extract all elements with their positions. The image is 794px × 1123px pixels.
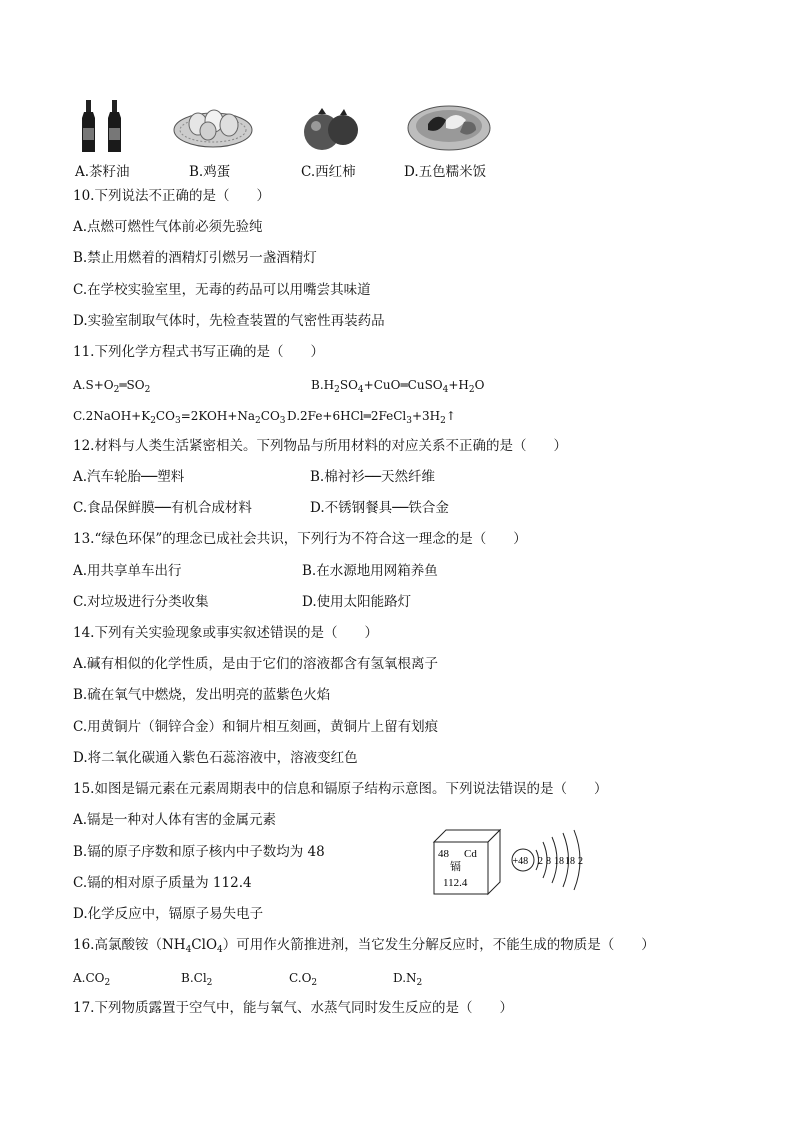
cell-atomic-number: 48 [438,848,449,860]
eggs-basket-image [172,104,254,154]
shell-4-electrons: 18 [565,856,575,867]
q15-option-a: A.镉是一种对人体有害的金属元素 [73,812,277,828]
shell-5-electrons: 2 [578,856,583,867]
q13-option-b: B.在水源地用网箱养鱼 [302,563,438,579]
five-color-rice-image [406,100,492,156]
q12-option-c: C.食品保鲜膜──有机合成材料 [73,500,252,516]
cell-atomic-mass: 112.4 [443,877,468,889]
q11-option-b: $B.H_2SO_4+CuO═CuSO_4+H_2O$ [311,378,485,395]
q12-option-b: B.棉衬衫──天然纤维 [310,469,435,485]
q14-option-b: B.硫在氧气中燃烧，发出明亮的蓝紫色火焰 [73,687,331,703]
q16-option-b: $B.Cl_2$ [181,971,213,988]
option-c-label: C.西红柿 [301,164,356,180]
periodic-table-cell [430,826,502,896]
q10-option-c: C.在学校实验室里，无毒的药品可以用嘴尝其味道 [73,282,371,298]
q12-option-a: A.汽车轮胎──塑料 [73,469,185,485]
q14-option-d: D.将二氧化碳通入紫色石蕊溶液中，溶液变红色 [73,750,358,766]
oil-bottles-image [80,98,126,158]
option-a-label: A.茶籽油 [75,164,130,180]
shell-2-electrons: 8 [546,856,551,867]
q10-stem: 10.下列说法不正确的是（ ） [73,188,270,204]
q10-option-d: D.实验室制取气体时，先检查装置的气密性再装药品 [73,313,385,329]
q16-option-a: $A.CO_2$ [73,971,111,988]
q11-option-a: $A.S+O_2═SO_2$ [73,378,151,395]
nucleus-charge: +48 [512,856,529,867]
q11-option-d: $D.2Fe+6HCl═2FeCl_3+3H_2↑$ [287,409,456,426]
shell-1-electrons: 2 [538,856,543,867]
q17-stem: 17.下列物质露置于空气中，能与氧气、水蒸气同时发生反应的是（ ） [73,1000,513,1016]
cell-element-name: 镉 [450,860,461,873]
q14-option-c: C.用黄铜片（铜锌合金）和铜片相互刻画，黄铜片上留有划痕 [73,719,439,735]
cell-symbol: Cd [464,848,477,860]
q16-option-d: $D.N_2$ [393,971,423,988]
q15-stem: 15.如图是镉元素在元素周期表中的信息和镉原子结构示意图。下列说法错误的是（ ） [73,781,608,797]
q15-option-b: B.镉的原子序数和原子核内中子数均为 48 [73,844,325,860]
q13-option-a: A.用共享单车出行 [73,563,182,579]
q15-option-c: C.镉的相对原子质量为 112.4 [73,875,252,891]
q16-stem: 16.高氯酸铵$(NH_4ClO_4)$可用作火箭推进剂，当它发生分解反应时，不能生成的物质是（ ） [73,937,655,955]
q11-option-c: $C.2NaOH+K_2CO_3=2KOH+Na_2CO_3$ [73,409,286,426]
q11-stem: 11.下列化学方程式书写正确的是（ ） [73,344,324,360]
q14-option-a: A.碱有相似的化学性质，是由于它们的溶液都含有氢氧根离子 [73,656,439,672]
option-b-label: B.鸡蛋 [189,164,231,180]
q12-option-d: D.不锈钢餐具──铁合金 [310,500,449,516]
option-d-label: D.五色糯米饭 [404,164,487,180]
q13-stem: 13.“绿色环保”的理念已成社会共识，下列行为不符合这一理念的是（ ） [73,531,527,547]
q15-option-d: D.化学反应中，镉原子易失电子 [73,906,264,922]
q10-option-b: B.禁止用燃着的酒精灯引燃另一盏酒精灯 [73,250,317,266]
q16-option-c: $C.O_2$ [289,971,318,988]
q12-stem: 12.材料与人类生活紧密相关。下列物品与所用材料的对应关系不正确的是（ ） [73,438,567,454]
q13-option-d: D.使用太阳能路灯 [302,594,412,610]
q14-stem: 14.下列有关实验现象或事实叙述错误的是（ ） [73,625,378,641]
q13-option-c: C.对垃圾进行分类收集 [73,594,209,610]
shell-3-electrons: 18 [554,856,564,867]
q10-option-a: A.点燃可燃性气体前必须先验纯 [73,219,263,235]
atomic-structure-diagram [510,828,590,894]
tomatoes-image [300,100,362,156]
